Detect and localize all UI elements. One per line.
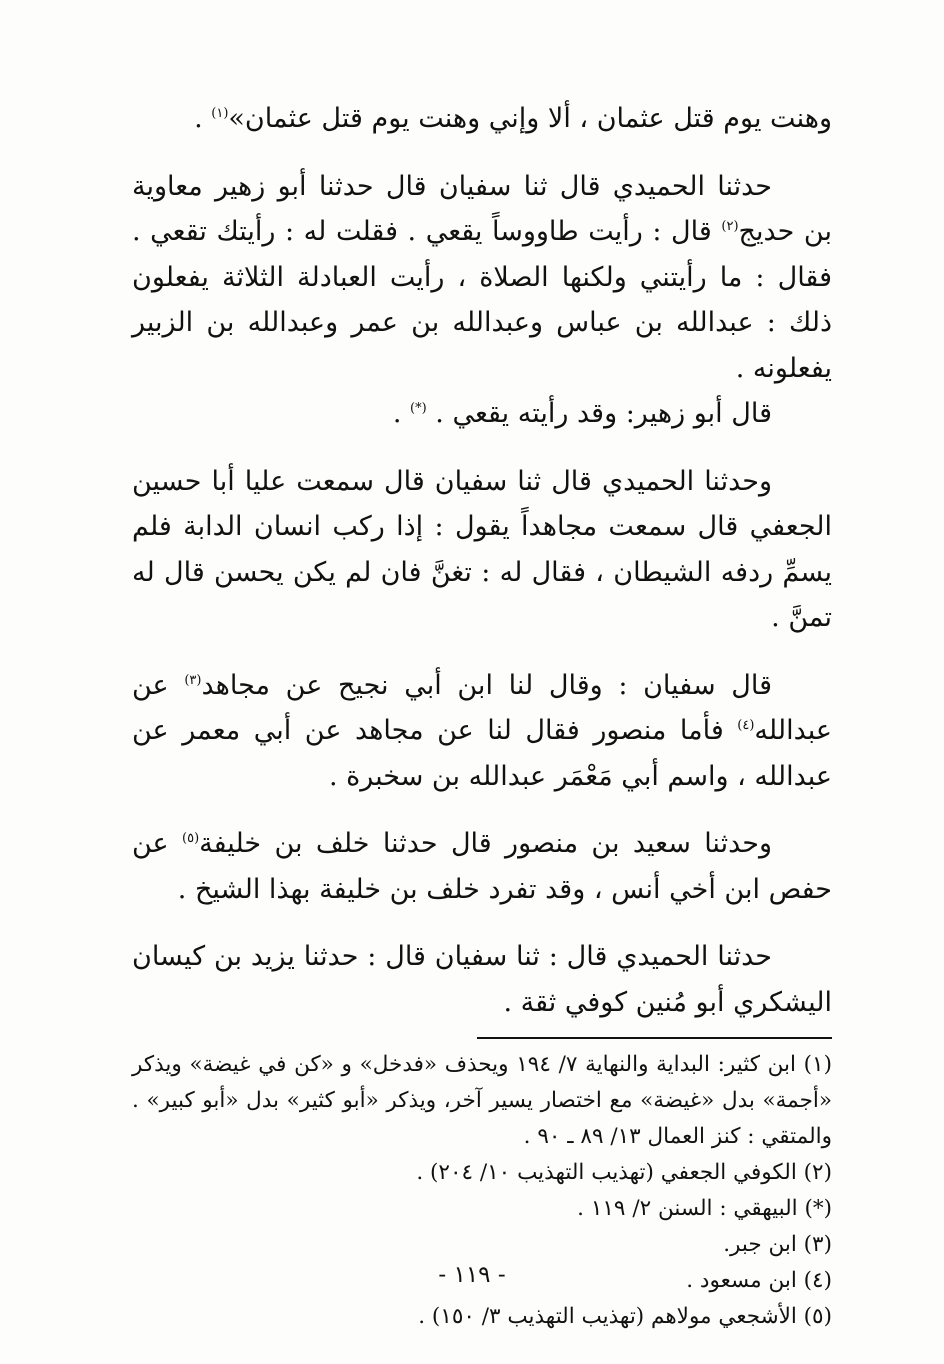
footnote-5: (٥) الأشجعي مولاهم (تهذيب التهذيب ٣/ ١٥٠) . (418, 1304, 832, 1329)
paragraph-5: قال سفيان : وقال لنا ابن أبي نجيح عن مجاهد$^{(٣)}$ عن عبدالله$^{(٤)}$ فأما منصور فقال لنا عن مجاهد عن أبي معمر عن عبدالله ، واسم أبي مَعْمَر عبدالله بن سخبرة . (132, 669, 832, 792)
paragraph-1: وهنت يوم قتل عثمان ، ألا وإني وهنت يوم قتل عثمان»$^{(١)}$ . (194, 103, 832, 134)
paragraph-6: وحدثنا سعيد بن منصور قال حدثنا خلف بن خليفة$^{(٥)}$ عن حفص ابن أخي أنس ، وقد تفرد خلف بن خليفة بهذا الشيخ . (132, 828, 832, 905)
footnote-ref-3: (٣) (184, 672, 202, 688)
footnote-3: (٣) ابن جبر. (723, 1232, 832, 1257)
footnote-ref-star: (*) (410, 401, 427, 416)
footnote-separator (477, 1037, 832, 1039)
footnote-ref-4: (٤) (737, 718, 755, 733)
footnote-2: (٢) الكوفي الجعفي (تهذيب التهذيب ١٠/ ٢٠٤) . (416, 1160, 832, 1185)
paragraph-3: قال أبو زهير: وقد رأيته يقعي . (*) . (392, 398, 772, 429)
footnotes (132, 1047, 832, 1335)
paragraph-2: حدثنا الحميدي قال ثنا سفيان قال حدثنا أبو زهير معاوية بن حديج$^{(٢)}$ قال : رأيت طاووساً يقعي . فقلت له : رأيتك تقعي . فقال : ما رأيتني ولكنها الصلاة ، رأيت العبادلة الثلاثة يفعلون ذلك : عبدالله بن عباس وعبدالله بن عمر وعبدالله بن الزبير يفعلونه . (132, 170, 832, 384)
main-text (132, 96, 832, 1025)
footnote-ref-2: (٢) (721, 219, 739, 234)
footnote-star: (*) البيهقي : السنن ٢/ ١١٩ . (577, 1196, 832, 1221)
page-number: - ١١٩ - (438, 1262, 506, 1288)
footnote-1: (١) ابن كثير: البداية والنهاية ٧/ ١٩٤ ويحذف «فدخل» و «كن في غيضة» ويذكر «أجمة» بدل «غيضة» مع اختصار يسير آخر، ويذكر «أبو كثير» بدل «أبو كبير» . والمتقي : كنز العمال ١٣/ ٨٩ ـ ٩٠ . (132, 1052, 832, 1149)
footnote-ref-1: (١) (211, 106, 229, 121)
footnote-ref-5: (٥) (182, 831, 200, 846)
footnote-4: (٤) ابن مسعود . (686, 1268, 832, 1293)
paragraph-4: وحدثنا الحميدي قال ثنا سفيان قال سمعت عليا أبا حسين الجعفي قال سمعت مجاهداً يقول : إذا ركب انسان الدابة فلم يسمِّ ردفه الشيطان ، فقال له : تغنَّ فان لم يكن يحسن قال له تمنَّ . (132, 465, 832, 633)
paragraph-7: حدثنا الحميدي قال : ثنا سفيان قال : حدثنا يزيد بن كيسان اليشكري أبو مُنين كوفي ثقة . (132, 941, 832, 1018)
